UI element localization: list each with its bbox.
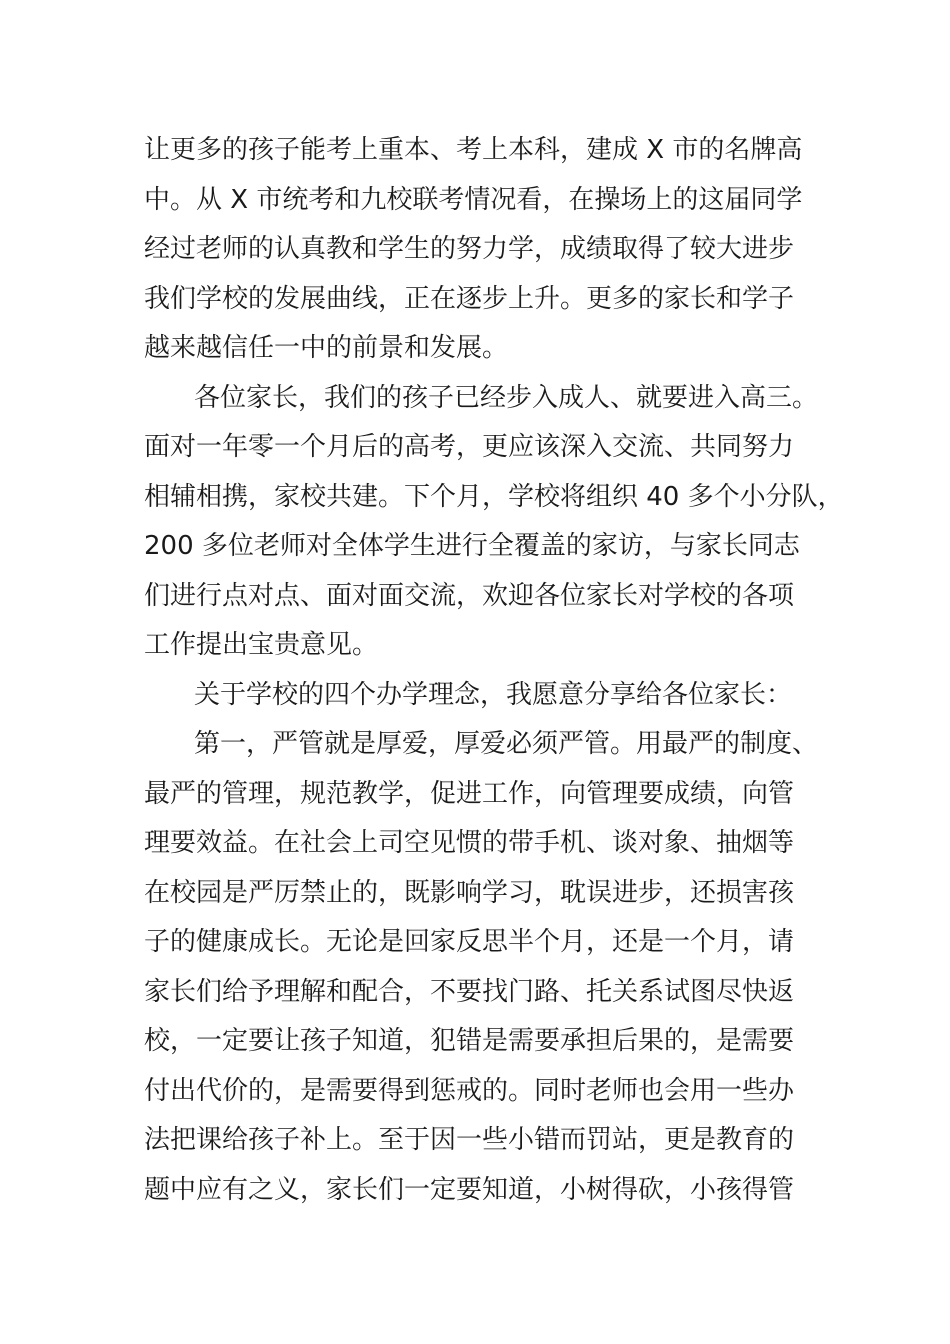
text-line: 家长们给予理解和配合，不要找门路、托关系试图尽快返	[144, 976, 795, 1007]
text-line: 相辅相携，家校共建。下个月，学校将组织 40 多个小分队，	[144, 481, 844, 512]
text-line: 工作提出宝贵意见。	[144, 630, 379, 660]
text-line: 付出代价的，是需要得到惩戒的。同时老师也会用一些办	[144, 1075, 795, 1106]
text-line: 各位家长，我们的孩子已经步入成人、就要进入高三。	[194, 382, 819, 413]
text-line: 经过老师的认真教和学生的努力学，成绩取得了较大进步	[144, 234, 795, 264]
text-line: 我们学校的发展曲线，正在逐步上升。更多的家长和学子	[144, 283, 795, 314]
text-line: 面对一年零一个月后的高考，更应该深入交流、共同努力	[144, 432, 795, 462]
text-line: 200 多位老师对全体学生进行全覆盖的家访，与家长同志	[144, 531, 800, 561]
text-line: 法把课给孩子补上。至于因一些小错而罚站，更是教育的	[144, 1125, 795, 1155]
text-line: 理要效益。在社会上司空见惯的带手机、谈对象、抽烟等	[144, 828, 795, 858]
text-line: 最严的管理，规范教学，促进工作，向管理要成绩，向管	[144, 778, 795, 809]
text-line: 们进行点对点、面对面交流，欢迎各位家长对学校的各项	[144, 580, 795, 611]
text-line: 让更多的孩子能考上重本、考上本科，建成 X 市的名牌高	[144, 135, 803, 165]
text-line: 题中应有之义，家长们一定要知道，小树得砍，小孩得管	[144, 1174, 795, 1205]
body-text	[144, 126, 844, 1215]
text-line: 在校园是严厉禁止的，既影响学习，耽误进步，还损害孩	[144, 877, 795, 908]
text-line: 关于学校的四个办学理念，我愿意分享给各位家长：	[194, 679, 793, 710]
text-line: 子的健康成长。无论是回家反思半个月，还是一个月，请	[144, 927, 795, 957]
text-line: 校，一定要让孩子知道，犯错是需要承担后果的，是需要	[144, 1026, 795, 1056]
text-line: 越来越信任一中的前景和发展。	[144, 333, 509, 363]
text-line: 第一，严管就是厚爱，厚爱必须严管。用最严的制度、	[194, 729, 819, 759]
text-line: 中。从 X 市统考和九校联考情况看，在操场上的这届同学	[144, 184, 803, 215]
